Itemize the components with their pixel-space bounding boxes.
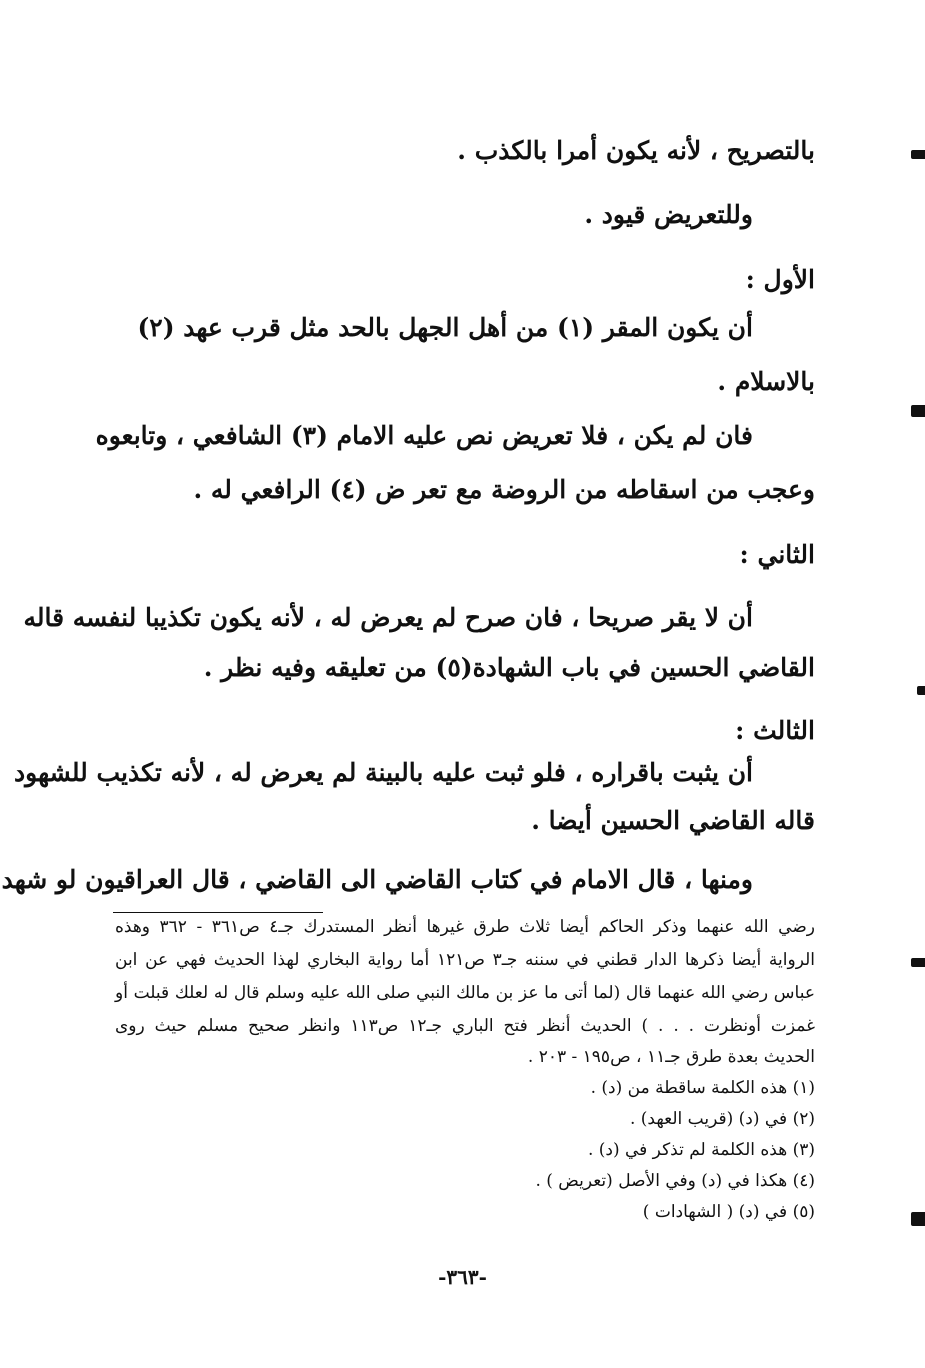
body-line-6: وعجب من اسقاطه من الروضة مع تعر ض (٤) الرافعي له .	[193, 475, 815, 504]
scan-edge-mark	[911, 958, 925, 967]
footnote-5: (٥) في (د) ( الشهادات )	[642, 1202, 815, 1222]
body-line-2: وللتعريض قيود .	[584, 200, 753, 229]
footnote-continuation-line-3: عباس رضي الله عنهما قال (لما أتى ما عز بن مالك النبي صلى الله عليه وسلم قال له لعلك قبلت أو	[115, 983, 815, 1003]
scan-edge-mark	[911, 1212, 925, 1226]
scan-edge-mark	[917, 686, 925, 695]
scan-edge-mark	[911, 405, 925, 417]
section-heading-second: الثاني :	[739, 540, 815, 569]
footnote-separator	[113, 912, 323, 913]
body-line-10: قاله القاضي الحسين أيضا .	[531, 806, 815, 835]
body-line-4: بالاسلام .	[717, 367, 815, 396]
footnote-continuation-line-1: رضي الله عنهما وذكر الحاكم أيضا ثلاث طرق غيرها أنظر المستدرك جـ٤ ص٣٦١ - ٣٦٢ وهذه	[115, 917, 815, 937]
footnote-3: (٣) هذه الكلمة لم تذكر في (د) .	[587, 1140, 815, 1160]
footnote-continuation-line-4: غمزت أونظرت . . . ) الحديث أنظر فتح الباري جـ١٢ ص١١٣ وانظر صحيح مسلم حيث روى	[115, 1016, 815, 1036]
body-line-8: القاضي الحسين في باب الشهادة(٥) من تعليقه وفيه نظر .	[203, 653, 815, 682]
body-line-7: أن لا يقر صريحا ، فان صرح لم يعرض له ، لأنه يكون تكذيبا لنفسه قاله	[23, 603, 753, 632]
footnote-4: (٤) هكذا في (د) وفي الأصل (تعريض ) .	[535, 1171, 815, 1191]
scan-edge-mark	[911, 150, 925, 159]
footnote-continuation-line-5: الحديث بعدة طرق جـ١١ ، ص١٩٥ - ٢٠٣ .	[527, 1047, 815, 1067]
body-line-9: أن يثبت باقراره ، فلو ثبت عليه بالبينة لم يعرض له ، لأنه تكذيب للشهود	[14, 758, 753, 787]
page-number: -٣٦٣-	[438, 1265, 487, 1289]
body-line-5: فان لم يكن ، فلا تعريض نص عليه الامام (٣) الشافعي ، وتابعوه	[95, 421, 753, 450]
footnote-continuation-line-2: الرواية أيضا ذكرها الدار قطني في سننه جـ٣ ص١٢١ أما رواية البخاري لهذا الحديث فهي عن ابن	[115, 950, 815, 970]
body-line-3: أن يكون المقر (١) من أهل الجهل بالحد مثل قرب عهد (٢)	[137, 313, 753, 342]
section-heading-third: الثالث :	[735, 716, 815, 745]
body-line-11: ومنها ، قال الامام في كتاب القاضي الى القاضي ، قال العراقيون لو شهد	[1, 865, 753, 894]
body-line-1: بالتصريح ، لأنه يكون أمرا بالكذب .	[457, 136, 815, 165]
footnote-2: (٢) في (د) (قريب العهد) .	[629, 1109, 815, 1129]
footnote-1: (١) هذه الكلمة ساقطة من (د) .	[590, 1078, 815, 1098]
section-heading-first: الأول :	[745, 265, 815, 294]
